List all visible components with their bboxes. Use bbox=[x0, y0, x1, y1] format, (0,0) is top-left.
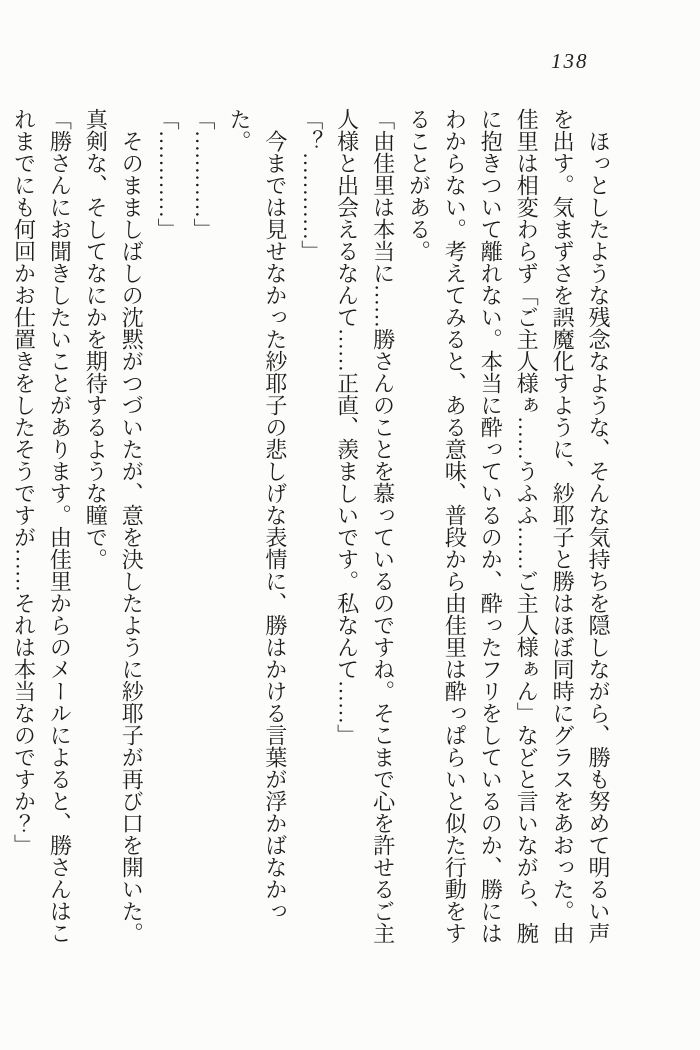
paragraph-narration-3: そのまましばしの沈黙がつづいたが、意を決したように紗耶子が再び口を開いた。真剣な、そしてなにかを期待するような瞳で。 bbox=[83, 108, 145, 944]
paragraph-dialogue-sayako-2: 「勝さんにお聞きしたいことがあります。由佳里からのメールによると、勝さんはこれまでにも何回かお仕置きをしたそうですが……それは本当なのですか？」 bbox=[11, 108, 73, 944]
paragraph-narration-2: 今までは見せなかった紗耶子の悲しげな表情に、勝はかける言葉が浮かばなかった。 bbox=[226, 108, 288, 922]
text-body bbox=[6, 108, 616, 946]
paragraph-narration-1: ほっとしたような残念なような、そんな気持ちを隠しながら、勝も努めて明るい声を出す。気まずさを誤魔化すように、紗耶子と勝はほぼ同時にグラスをあおった。由佳里は相変わらず「ご主人様ぁ……うふふ……ご主人様ぁん」などと言いながら、腕に抱きついて離れない。本当に酔っているのか、酔ったフリをしているのか、勝にはわからない。考えてみると、ある意味、普段から由佳里は酔っぱらいと似た行動をすることがある。 bbox=[406, 108, 611, 944]
paragraph-dialogue-silence-2: 「…………」 bbox=[155, 108, 181, 240]
page-number: 138 bbox=[551, 49, 589, 73]
paragraph-dialogue-question-silence: 「？…………」 bbox=[298, 108, 324, 262]
paragraph-dialogue-sayako-1: 「由佳里は本当に……勝さんのことを慕っているのですね。そこまで心を許せるご主人様と出会えるなんて……正直、羨ましいです。私なんて……」 bbox=[334, 108, 396, 944]
paragraph-dialogue-silence-1: 「…………」 bbox=[191, 108, 217, 240]
